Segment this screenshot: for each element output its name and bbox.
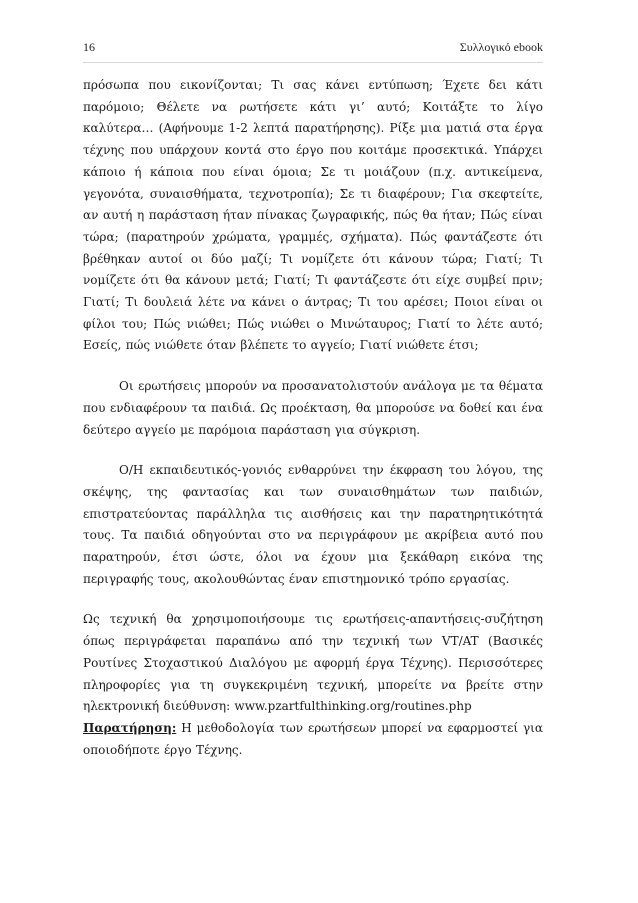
paragraph-spacer	[83, 357, 543, 376]
body-text	[83, 75, 543, 761]
page-number: 16	[83, 40, 95, 54]
paragraph-questions: πρόσωπα που εικονίζονται; Τι σας κάνει εντύπωση; Έχετε δει κάτι παρόμοιο; Θέλετε να ρωτήσετε κάτι γι’ αυτό; Κοιτάξτε το λίγο καλύτερα… (Αφήνουμε 1-2 λεπτά παρατήρησης). Ρίξε μια ματιά στα έργα τέχνης που υπάρχουν κοντά στο έργο που κοιτάμε προσεκτικά. Υπάρχει κάποιο ή κάποια που είναι όμοια; Σε τι μοιάζουν (π.χ. αντικείμενα, γεγονότα, συναισθήματα, τεχνοτροπία); Σε τι διαφέρουν; Για σκεφτείτε, αν αυτή η παράσταση ήταν πίνακας ζωγραφικής, πώς θα ήταν; Πώς είναι τώρα; (παρατηρούν χρώματα, γραμμές, σχήματα). Πώς φαντάζεστε ότι βρέθηκαν αυτοί οι δύο μαζί; Τι νομίζετε ότι κάνουν τώρα; Γιατί; Τι νομίζετε ότι θα κάνουν μετά; Γιατί; Τι φαντάζεστε ότι είχε συμβεί πριν; Γιατί; Τι δουλειά λέτε να κάνει ο άντρας; Τι του αρέσει; Ποιοι είναι οι φίλοι του; Πώς νιώθει; Πώς νιώθει ο Μινώταυρος; Γιατί το λέτε αυτό; Εσείς, πώς νιώθετε όταν βλέπετε το αγγείο; Γιατί νιώθετε έτσι;	[83, 78, 543, 353]
paragraph-technique: Ως τεχνική θα χρησιμοποιήσουμε τις ερωτήσεις-απαντήσεις-συζήτηση όπως περιγράφεται παραπάνω από την τεχνική των VT/AT (Βασικές Ρουτίνες Στοχαστικού Διαλόγου με αφορμή έργα Τέχνης). Περισσότερες πληροφορίες για τη συγκεκριμένη τεχνική, μπορείτε να βρείτε στην ηλεκτρονική διεύθυνση: www.pzartfulthinking.org/routines.php	[83, 612, 543, 714]
page-header	[83, 38, 543, 58]
running-title: Συλλογικό ebook	[459, 40, 543, 54]
paragraph-spacer	[83, 590, 543, 609]
paragraph-educator: Ο/Η εκπαιδευτικός-γονιός ενθαρρύνει την έκφραση του λόγου, της σκέψης, της φαντασίας και των συναισθημάτων των παιδιών, επιστρατεύοντας παράλληλα τις αισθήσεις και την παρατηρητικότητά τους. Τα παιδιά οδηγούνται στο να περιγράφουν με ακρίβεια αυτό που παρατηρούν, έτσι ώστε, όλοι να έχουν μια ξεκάθαρη εικόνα της περιγραφής τους, ακολουθώντας έναν επιστημονικό τρόπο εργασίας.	[83, 463, 543, 586]
header-divider	[83, 62, 543, 63]
note-text: Η μεθοδολογία των ερωτήσεων μπορεί να εφαρμοστεί για οποιοδήποτε έργο Τέχνης.	[83, 720, 543, 757]
paragraph-spacer	[83, 441, 543, 460]
note-label: Παρατήρηση:	[83, 720, 177, 735]
paragraph-orientation: Οι ερωτήσεις μπορούν να προσανατολιστούν ανάλογα με τα θέματα που ενδιαφέρουν τα παιδιά. Ως προέκταση, θα μπορούσε να δοθεί και ένα δεύτερο αγγείο με παρόμοια παράσταση για σύγκριση.	[83, 379, 543, 437]
note-paragraph	[83, 718, 543, 761]
